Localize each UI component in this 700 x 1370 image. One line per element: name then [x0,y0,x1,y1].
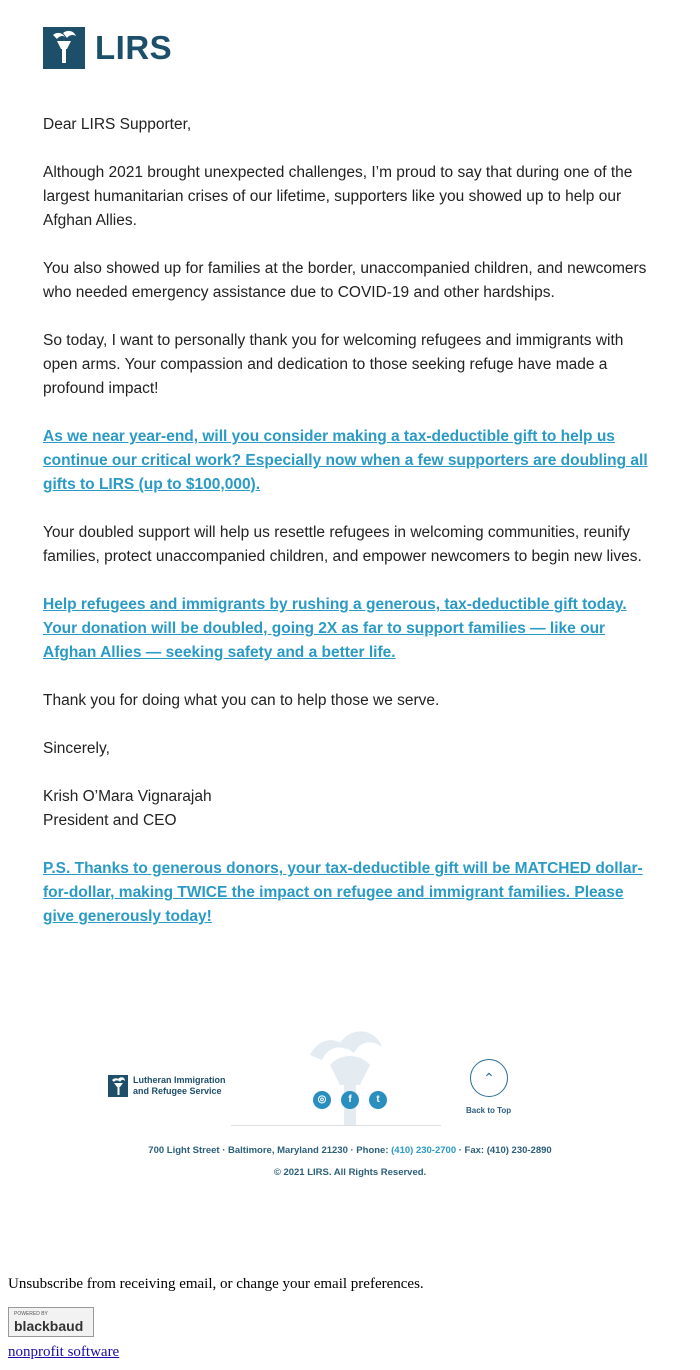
lirs-logo[interactable] [43,27,172,69]
footer-org-name [133,1075,226,1097]
twitter-icon[interactable]: t [369,1091,387,1109]
org-name-line: Lutheran Immigration [133,1075,226,1085]
copyright: © 2021 LIRS. All Rights Reserved. [273,1167,427,1178]
torch-icon [108,1075,128,1097]
badge-powered-text: POWERED BY [14,1311,48,1317]
paragraph: Although 2021 brought unexpected challenges, I’m proud to say that during one of the largest humanitarian crises of our lifetime, supporters like you showed up to help our Afghan Allies. [43,164,633,229]
paragraph: Your doubled support will help us resettle refugees in welcoming communities, reunify families, protect unaccompanied children, and empower newcomers to begin new lives. [43,524,642,565]
ps-donate-link[interactable]: P.S. Thanks to generous donors, your tax-deductible gift will be MATCHED dollar-for-dollar, making TWICE the impact on refugee and immigrant families. Please give generously today! [43,860,643,925]
letter-body [43,113,658,953]
torch-watermark-icon [300,1025,400,1125]
footer [0,1025,700,1195]
back-to-top-button[interactable] [470,1059,508,1097]
address-line [0,1145,700,1156]
paragraph: So today, I want to personally thank you for welcoming refugees and immigrants with open arms. Your compassion and dedication to those seeking refuge have made a profound impact! [43,332,624,397]
footer-lirs-logo[interactable] [108,1075,226,1097]
fax-text: · Fax: (410) 230-2890 [456,1145,552,1156]
signature-block [43,785,658,833]
greeting: Dear LIRS Supporter, [43,116,192,133]
badge-brand-text: blackbaud [14,1318,84,1334]
instagram-icon[interactable]: ◎ [313,1091,331,1109]
back-to-top-label[interactable]: Back to Top [466,1106,512,1115]
address-text: 700 Light Street · Baltimore, Maryland 21230 · Phone: [148,1145,392,1156]
phone-link[interactable]: (410) 230-2700 [391,1145,457,1156]
signer-name: Krish O’Mara Vignarajah [43,788,212,805]
nonprofit-software-link[interactable]: nonprofit software [8,1344,120,1360]
logo-text: LIRS [95,29,173,66]
paragraph: You also showed up for families at the border, unaccompanied children, and newcomers who needed emergency assistance due to COVID-19 and other hardships. [43,260,647,301]
footer-divider [231,1125,441,1126]
torch-icon [43,27,85,69]
chevron-up-icon: ⌃ [483,1069,495,1086]
closing: Sincerely, [43,740,110,757]
donate-link[interactable]: Help refugees and immigrants by rushing a generous, tax-deductible gift today. Your donation will be doubled, going 2X as far to support families — like our Afghan Allies — seeking safety and a better life. [43,596,627,661]
facebook-icon[interactable]: f [341,1091,359,1109]
blackbaud-badge[interactable] [8,1307,94,1337]
signer-title: President and CEO [43,812,177,829]
donate-link[interactable]: As we near year-end, will you consider making a tax-deductible gift to help us continue our critical work? Especially now when a few supporters are doubling all gifts to LIRS (up to $100,000). [43,428,648,493]
org-name-line: and Refugee Service [133,1086,222,1096]
unsubscribe-text[interactable]: Unsubscribe from receiving email, or change your email preferences. [8,1276,424,1292]
paragraph: Thank you for doing what you can to help those we serve. [43,692,440,709]
